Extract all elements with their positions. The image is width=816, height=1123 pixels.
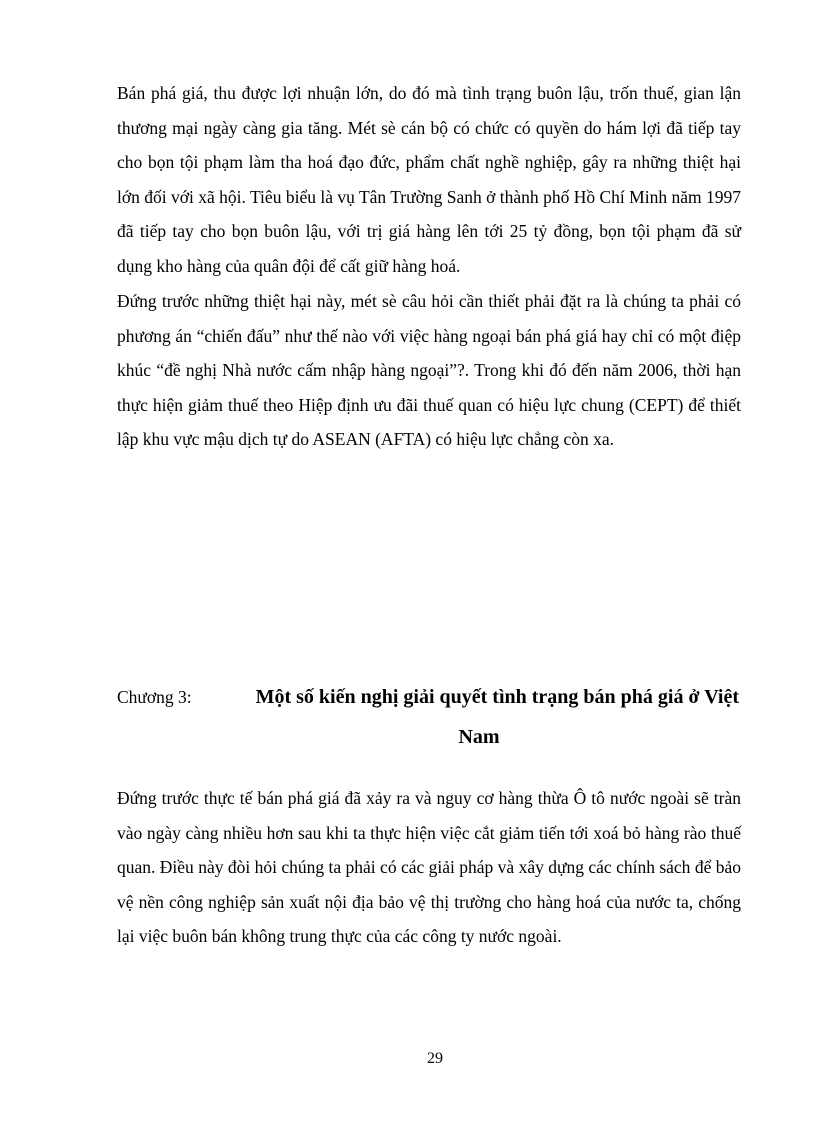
chapter-title-line-2: Nam — [458, 726, 500, 748]
chapter-title — [219, 677, 739, 757]
chapter-title-line-1: Một số kiến nghị giải quyết tình trạng bán phá giá ở Việt — [255, 686, 739, 708]
paragraph-3: Đứng trước thực tế bán phá giá đã xảy ra và nguy cơ hàng thừa Ô tô nước ngoài sẽ tràn vào ngày càng nhiều hơn sau khi ta thực hiện việc cắt giảm tiến tới xoá bỏ hàng rào thuế quan. Điều này đòi hỏi chúng ta phải có các giải pháp và xây dựng các chính sách để bảo vệ nền công nghiệp sản xuất nội địa bảo vệ thị trường cho hàng hoá của nước ta, chống lại việc buôn bán không trung thực của các công ty nước ngoài. — [117, 788, 741, 947]
paragraph-2: Đứng trước những thiệt hại này, mét sè câu hỏi cần thiết phải đặt ra là chúng ta phải có phương án “chiến đấu” như thế nào với việc hàng ngoại bán phá giá hay chỉ có một điệp khúc “đề nghị Nhà nước cấm nhập hàng ngoại”?. Trong khi đó đến năm 2006, thời hạn thực hiện giảm thuế theo Hiệp định ưu đãi thuế quan có hiệu lực chung (CEPT) để thiết lập khu vực mậu dịch tự do ASEAN (AFTA) có hiệu lực chẳng còn xa. — [117, 291, 741, 450]
chapter-label: Chương 3: — [117, 687, 192, 707]
paragraph-1: Bán phá giá, thu được lợi nhuận lớn, do đó mà tình trạng buôn lậu, trốn thuế, gian lận thương mại ngày càng gia tăng. Mét sè cán bộ có chức có quyền do hám lợi đã tiếp tay cho bọn tội phạm làm tha hoá đạo đức, phẩm chất nghề nghiệp, gây ra những thiệt hại lớn đối với xã hội. Tiêu biểu là vụ Tân Trường Sanh ở thành phố Hồ Chí Minh năm 1997 đã tiếp tay cho bọn buôn lậu, với trị giá hàng lên tới 25 tỷ đồng, bọn tội phạm đã sử dụng kho hàng của quân đội để cất giữ hàng hoá. — [117, 83, 741, 276]
page-number: 29 — [427, 1050, 443, 1067]
